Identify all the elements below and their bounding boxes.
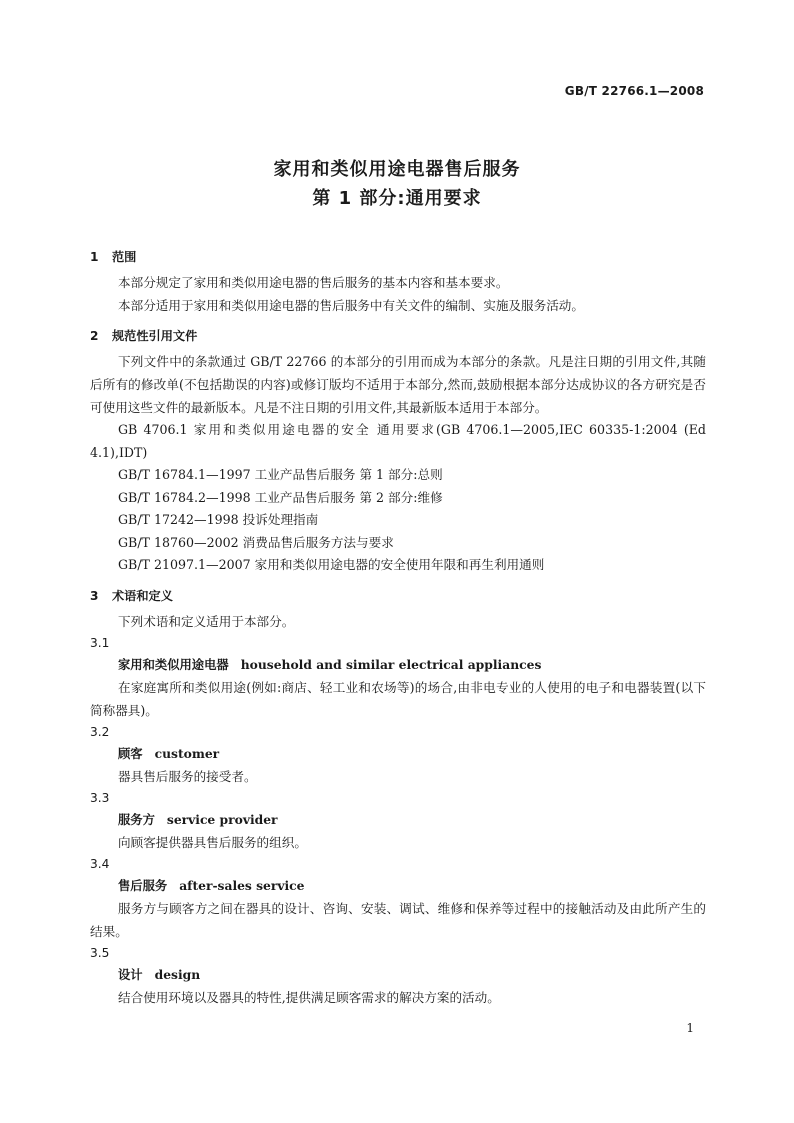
term-number: 3.4 — [90, 856, 110, 871]
term-number: 3.5 — [90, 945, 110, 960]
document-subtitle: 第 1 部分:通用要求 — [312, 188, 482, 209]
section-title: 术语和定义 — [112, 588, 173, 603]
document-title: 家用和类似用途电器售后服务 — [273, 159, 521, 180]
term-definition: 结合使用环境以及器具的特性,提供满足顾客需求的解决方案的活动。 — [118, 989, 500, 1005]
reference-item: GB 4706.1 家用和类似用途电器的安全 通用要求(GB 4706.1—2005,IEC 60335-1:2004 (Ed 4.1),IDT) — [90, 422, 706, 460]
reference-item: GB/T 21097.1—2007 家用和类似用途电器的安全使用年限和再生利用通则 — [118, 557, 545, 572]
term-definition: 器具售后服务的接受者。 — [118, 768, 257, 784]
term-english: after-sales service — [179, 877, 305, 893]
term-chinese: 顾客 — [118, 746, 143, 761]
reference-item: GB/T 16784.2—1998 工业产品售后服务 第 2 部分:维修 — [118, 489, 443, 505]
reference-item: GB/T 17242—1998 投诉处理指南 — [118, 512, 319, 527]
term-chinese: 家用和类似用途电器 — [118, 657, 229, 672]
document-body — [90, 248, 706, 1009]
paragraph: 本部分规定了家用和类似用途电器的售后服务的基本内容和基本要求。 — [118, 275, 509, 290]
term-english: customer — [154, 745, 220, 761]
section-heading — [90, 327, 706, 345]
term-heading — [90, 809, 706, 831]
term-number: 3.2 — [90, 724, 110, 739]
term-english: service provider — [166, 811, 278, 827]
term-chinese: 服务方 — [118, 812, 155, 827]
term-number: 3.1 — [90, 635, 110, 650]
section-title: 范围 — [112, 250, 137, 264]
reference-item: GB/T 18760—2002 消费品售后服务方法与要求 — [118, 534, 394, 550]
paragraph: 下列术语和定义适用于本部分。 — [118, 613, 295, 629]
section-number: 2 — [90, 329, 99, 343]
term-english: design — [154, 966, 201, 982]
reference-item: GB/T 16784.1—1997 工业产品售后服务 第 1 部分:总则 — [118, 467, 443, 482]
paragraph: 本部分适用于家用和类似用途电器的售后服务中有关文件的编制、实施及服务活动。 — [118, 298, 584, 313]
section-number: 1 — [90, 250, 99, 264]
section-number: 3 — [90, 588, 99, 603]
term-heading — [90, 743, 706, 765]
term-definition: 服务方与顾客方之间在器具的设计、咨询、安装、调试、维修和保养等过程中的接触活动及由此所产生的结果。 — [90, 900, 706, 939]
standard-code: GB/T 22766.1—2008 — [564, 84, 704, 98]
term-chinese: 售后服务 — [118, 878, 168, 893]
term-heading — [90, 964, 706, 986]
paragraph: 下列文件中的条款通过 GB/T 22766 的本部分的引用而成为本部分的条款。凡是注日期的引用文件,其随后所有的修改单(不包括勘误的内容)或修订版均不适用于本部分,然而,鼓励根据本部分达成协议的各方研究是否可使用这些文件的最新版本。凡是不注日期的引用文件,其最新版本适用于本部分。 — [90, 354, 706, 415]
page-number: 1 — [686, 1021, 694, 1035]
term-english: household and similar electrical appliances — [240, 656, 542, 672]
section-heading — [90, 587, 706, 605]
section-title: 规范性引用文件 — [112, 329, 198, 343]
term-definition: 在家庭寓所和类似用途(例如:商店、轻工业和农场等)的场合,由非电专业的人使用的电子和电器装置(以下简称器具)。 — [90, 679, 706, 718]
section-heading — [90, 248, 706, 266]
term-chinese: 设计 — [118, 967, 143, 982]
term-definition: 向顾客提供器具售后服务的组织。 — [118, 834, 307, 850]
term-number: 3.3 — [90, 790, 110, 805]
term-heading — [90, 654, 706, 676]
term-heading — [90, 875, 706, 897]
